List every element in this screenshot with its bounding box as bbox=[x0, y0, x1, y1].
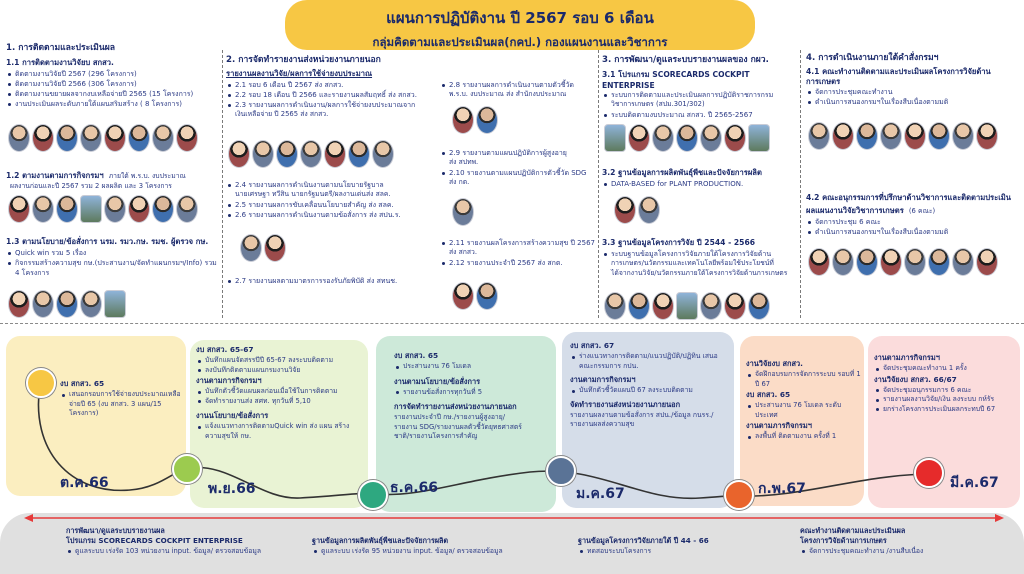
list-item: จัดการประชุมคณะทำงาน bbox=[806, 87, 1020, 97]
card-item: ยกร่างโครงการประเมินผลกระทบปี 67 bbox=[874, 405, 1014, 415]
page-subtitle: กลุ่มคิดตามและประเมินผล(กคป.) กองแผนงานและวิชาการ bbox=[372, 35, 668, 49]
staff-photo bbox=[856, 248, 878, 276]
card-title: งานตามการกิจกรมฯ bbox=[570, 375, 636, 384]
staff-photo bbox=[700, 292, 722, 320]
staff-photo bbox=[32, 124, 54, 152]
ongoing-title: คณะทำงานติดตามและประเมินผล bbox=[800, 526, 906, 535]
staff-photo bbox=[348, 140, 370, 168]
card-item: รายงานผลงานวิจัย/เงิน ลงระบบ กห์รัร bbox=[874, 395, 1014, 405]
section-monitoring bbox=[6, 40, 218, 109]
card-item: แจ้งแนวทางการติดตามQuick win ส่ง แผน สร้างความสุขให้ กษ. bbox=[196, 422, 364, 441]
list-item: 2.11 รายงานผลโครงการสร้างความสุข ปี 2567 bbox=[440, 238, 600, 248]
list-item-cont: นายเศรษฐา ทวีสิน นายกรัฐมนตรี/ผลงานเด่นส่ง สลค. bbox=[235, 190, 391, 198]
list-item-cont: วิชาการเกษตร (สปม.301/302) bbox=[611, 100, 705, 108]
photo-strip bbox=[8, 290, 126, 318]
ongoing-title: ฐานข้อมูลโครงการวิจัยภายใต้ ปี 44 - 66 bbox=[578, 536, 709, 545]
card-title: งบ สกสว. 65-67 bbox=[196, 345, 254, 354]
timeline-node-dec bbox=[358, 480, 388, 510]
reports-group-d bbox=[440, 80, 600, 100]
timeline-curve bbox=[0, 330, 1024, 520]
staff-photo bbox=[104, 195, 126, 223]
staff-photo bbox=[880, 122, 902, 150]
ongoing-item-cockpit bbox=[66, 526, 326, 556]
staff-photo bbox=[80, 124, 102, 152]
list-item-cont: ส่ง สปทพ. bbox=[449, 158, 479, 166]
list-item: 2.2 รอบ 18 เดือน ปี 2566 และรายงานผลสัมฤทธิ์ ส่ง สกสว. bbox=[226, 90, 442, 100]
staff-photo bbox=[128, 124, 150, 152]
staff-photo bbox=[300, 140, 322, 168]
card-item: จัดทำรายงานส่ง สศท. ทุกวันที่ 5,10 bbox=[196, 397, 364, 407]
staff-photo bbox=[652, 292, 674, 320]
column-divider bbox=[800, 50, 801, 318]
staff-photo bbox=[324, 140, 346, 168]
reports-group-e bbox=[440, 148, 600, 187]
card-line: รายงานผลส่งความสุข bbox=[570, 420, 635, 428]
staff-photo bbox=[176, 124, 198, 152]
reports-group-c bbox=[226, 276, 442, 286]
staff-photo bbox=[724, 292, 746, 320]
subsection-title: 3.3 ฐานข้อมูลโครงการวิจัย ปี 2544 - 2566 bbox=[602, 238, 756, 247]
staff-photo bbox=[748, 292, 770, 320]
staff-photo bbox=[952, 122, 974, 150]
list-item: 2.7 รายงานผลตามมาตรการรองรับภัยพิบัติ ส่ง สทนช. bbox=[226, 276, 442, 286]
staff-photo bbox=[32, 290, 54, 318]
ongoing-subtitle: โปรแกรม SCORECARDS COCKPIT ENTERPRISE bbox=[66, 536, 243, 545]
card-title: งานตามการกิจกรมฯ bbox=[196, 376, 262, 385]
month-label: มี.ค.67 bbox=[950, 475, 999, 491]
staff-photo bbox=[832, 122, 854, 150]
staff-photo bbox=[452, 106, 474, 134]
photo-strip bbox=[604, 292, 770, 320]
timeline-node-mar bbox=[914, 458, 944, 488]
list-item: ติดตามงานขยายผลจากงบเหลือจ่ายปี 2565 (15 โครงการ) bbox=[6, 89, 218, 99]
section-title: 4. การดำเนินงานภายใต้คำสั่งกรมฯ bbox=[806, 53, 939, 63]
card-item: จัดฝึกอบรมการจัดการระบบ รอบที่ 1 ปี 67 bbox=[746, 370, 862, 389]
staff-photo bbox=[452, 198, 474, 226]
staff-photo bbox=[372, 140, 394, 168]
card-title: จัดทำรายงานส่งหน่วยงานภายนอก bbox=[570, 399, 681, 409]
list-item: 2.8 รายงานผลการดำเนินงานตามตัวชี้วัด bbox=[440, 80, 600, 90]
section-committees bbox=[806, 50, 1020, 107]
list-item: ดำเนินการสนองกรมฯในเรื่องสืบเนื่องตามมติ bbox=[806, 97, 1020, 107]
ongoing-item-researchdb bbox=[578, 536, 778, 556]
photo-strip bbox=[452, 106, 498, 134]
subsection-policy bbox=[6, 236, 221, 278]
staff-photo bbox=[928, 122, 950, 150]
card-item: รายงานข้อสั่งการทุกวันที่ 5 bbox=[394, 388, 554, 398]
subsection-text: ผลงานก่อนและปี 2567 รวม 2 ผลผลิต และ 3 โครงการ bbox=[10, 182, 172, 190]
staff-photo bbox=[104, 124, 126, 152]
staff-photo bbox=[856, 122, 878, 150]
staff-photo bbox=[614, 196, 636, 224]
card-title: งานวิจัยงบ สกสว. bbox=[746, 359, 803, 368]
timeline-node-jan bbox=[546, 456, 576, 486]
card-item: บันทึกตัวชี้วัดแผนผลก่อนเมื่อใช้ในการติดตาม bbox=[196, 387, 364, 397]
card-item: บันทึกตัวชี้วัดแผนปี 67 ลงระบบติดตาม bbox=[570, 386, 730, 396]
staff-photo bbox=[700, 124, 722, 152]
staff-photo bbox=[638, 196, 660, 224]
list-item: 2.5 รายงานผลการขับเคลื่อนนโยบายสำคัญ ส่ง สลค. bbox=[226, 200, 442, 210]
staff-photo bbox=[152, 124, 174, 152]
staff-photo bbox=[152, 195, 174, 223]
staff-photo bbox=[8, 290, 30, 318]
subsection-title: 4.1 คณะทำงานติดตามและประเมินผลโครงการวิจัยด้านการเกษตร bbox=[806, 67, 991, 86]
staff-photo bbox=[80, 290, 102, 318]
ongoing-bullet: ดูแลระบบ เร่งรัด 103 หน่วยงาน input. ข้อมูล/ ตรวจสอบข้อมูล bbox=[66, 546, 326, 556]
column-divider bbox=[598, 50, 599, 318]
list-item: ดำเนินการสนองกรมฯในเรื่องสืบเนื่องตามมติ bbox=[806, 227, 1020, 237]
card-item: จัดประชุมคณะทำงาน 1 ครั้ง bbox=[874, 364, 1014, 374]
staff-photo bbox=[628, 124, 650, 152]
card-item: ลงพื้นที่ ติดตามงาน ครั้งที่ 1 bbox=[746, 432, 862, 442]
photo-strip bbox=[808, 248, 1022, 276]
staff-photo bbox=[128, 195, 150, 223]
staff-photo bbox=[628, 292, 650, 320]
card-title: งานนโยบาย/ข้อสั่งการ bbox=[196, 411, 269, 420]
staff-photo bbox=[676, 292, 698, 320]
ongoing-item-committee bbox=[800, 526, 1010, 556]
card-title: งบ สกสว. 65 bbox=[746, 390, 791, 399]
card-title: งานวิจัยงบ สกสว. 66/67 bbox=[874, 374, 957, 384]
card-line: รายงานผลงานตามข้อสั่งการ สปน./ข้อมูล กนรร./ bbox=[570, 410, 714, 419]
list-item-cont: ได้จากงานวิจัย/นวัตกรรมภายใต้โครงการวิจัยด้านการเกษตร bbox=[611, 268, 788, 277]
staff-photo bbox=[976, 248, 998, 276]
card-item: จัดประชุมอนุกรรมการ 6 คณะ bbox=[874, 386, 1014, 396]
staff-photo bbox=[676, 124, 698, 152]
reports-group-f bbox=[440, 238, 600, 268]
list-item: ติดตามงานวิจัยปี 2567 (296 โครงการ) bbox=[6, 69, 218, 79]
list-item: 2.4 รายงานผลการดำเนินงานตามนโยบายรัฐบาล bbox=[226, 180, 442, 190]
card-line: รายงาน SDG/รายงานผลตัวชี้วัดยุทธศาสตร์ bbox=[394, 422, 522, 431]
subsection-title: 3.1 โปรแกรม SCORECARDS COCKPIT ENTERPRISE bbox=[602, 70, 750, 90]
photo-strip bbox=[8, 195, 198, 223]
staff-photo bbox=[240, 234, 262, 262]
duration-arrow bbox=[24, 512, 1004, 524]
photo-strip bbox=[614, 196, 660, 224]
ongoing-item-plantdb bbox=[312, 536, 552, 556]
list-item: จัดการประชุม 6 คณะ bbox=[806, 217, 1020, 227]
list-item-cont: ส่ง สกสว. bbox=[449, 248, 478, 256]
list-item: 2.9 รายงานตามแผนปฏิบัติการผู้สูงอายุ bbox=[440, 148, 600, 158]
subsection-mission bbox=[6, 163, 218, 192]
staff-photo bbox=[604, 124, 626, 152]
page-title: แผนการปฏิบัติงาน ปี 2567 รอบ 6 เดือน bbox=[386, 9, 654, 27]
card-item: บันทึกแผนจัดสรรปีปี 65-67 ลงระบบติดตาม bbox=[196, 356, 364, 366]
column-divider bbox=[222, 50, 223, 318]
photo-strip bbox=[240, 234, 286, 262]
staff-photo bbox=[476, 282, 498, 310]
photo-strip bbox=[452, 282, 498, 310]
list-item: งานประเมินผลระดับภายใต้แผนสริมสร้าง ( 8 โครงการ) bbox=[6, 99, 218, 109]
card-item: ร่างแนวทางการติดตาม/แนวปฏิบัติ/ปฏิทิน เสนอ คณะกรรมการ กปน. bbox=[570, 352, 730, 371]
month-label: พ.ย.66 bbox=[208, 481, 256, 497]
list-item: กิจกรรมสร้างความสุข กษ.(ประสานงาน/จัดทำแผนกรมฯ/Info) รวม 4 โครงการ bbox=[6, 258, 221, 278]
staff-photo bbox=[252, 140, 274, 168]
section-reports bbox=[226, 52, 442, 120]
subsection-title: 1.3 ตามนโยบาย/ข้อสั่งการ นรม. รมว.กษ. รมช. ผู้ตรวจ กษ. bbox=[6, 237, 209, 246]
staff-photo bbox=[880, 248, 902, 276]
section-title: 2. การจัดทำรายงานส่งหน่วยงานภายนอก bbox=[226, 55, 381, 65]
staff-photo bbox=[8, 124, 30, 152]
subsection-title: รายงานผลงานวิจัย/ผลการใช้จ่ายงบประมาณ bbox=[226, 69, 373, 78]
list-item-cont: ส่ง กต. bbox=[449, 177, 470, 186]
timeline-node-oct bbox=[26, 368, 56, 398]
timeline-node-feb bbox=[724, 480, 754, 510]
subsection-title: 1.1 การติดตามงานวิจัยบ สกสว. bbox=[6, 58, 114, 67]
list-item: 2.3 รายงานผลการดำเนินงาน/ผลการใช้จ่ายงบประมาณจาก bbox=[226, 100, 442, 110]
subsection-text: ภายใต้ พ.ร.บ. งบประมาณ bbox=[108, 172, 186, 180]
list-item: ระบบการติดตามและประเมินผลการปฏิบัติราชการกรม bbox=[602, 90, 798, 100]
subsection-note: (6 คณะ) bbox=[908, 207, 936, 215]
subsection-researchdb bbox=[602, 237, 798, 278]
list-item: 2.12 รายงานประจำปี 2567 ส่ง สกต. bbox=[440, 258, 600, 268]
card-line: ชาติ/รายงานโครงการสำคัญ bbox=[394, 432, 478, 440]
card-title: งบ สกสว. 67 bbox=[570, 341, 615, 350]
card-item: ลงบันทึกติดตามแผนกรมงานวิจัย bbox=[196, 366, 364, 376]
ongoing-title: ฐานข้อมูลการผลิตพันธุ์พืชและปัจจัยการผลิต bbox=[312, 536, 449, 545]
staff-photo bbox=[808, 248, 830, 276]
ongoing-bullet: จัดการประชุมคณะทำงาน /งานสืบเนื่อง bbox=[800, 546, 1010, 556]
staff-photo bbox=[32, 195, 54, 223]
card-item: ประสานงาน 76 โมเดล bbox=[394, 362, 554, 372]
photo-strip bbox=[604, 124, 770, 152]
photo-strip bbox=[8, 124, 198, 152]
staff-photo bbox=[976, 122, 998, 150]
ongoing-bullet: ดูแลระบบ เร่งรัด 95 หน่วยงาน input. ข้อมูล/ ตรวจสอบข้อมูล bbox=[312, 546, 552, 556]
subsection-subcommittee bbox=[806, 190, 1020, 237]
staff-photo bbox=[604, 292, 626, 320]
list-item: 2.6 รายงานผลการดำเนินงานตามข้อสั่งการ ส่ง สปน.ร. bbox=[226, 210, 442, 220]
staff-photo bbox=[56, 290, 78, 318]
subsection-title: 4.2 คณะอนุกรรมการที่ปรึกษาด้านวิชาการและติดตามประเมินผลแผนงานวิจัยวิชาการเกษตร bbox=[806, 193, 1011, 215]
staff-photo bbox=[228, 140, 250, 168]
staff-photo bbox=[928, 248, 950, 276]
staff-photo bbox=[652, 124, 674, 152]
staff-photo bbox=[832, 248, 854, 276]
staff-photo bbox=[452, 282, 474, 310]
month-label: ธ.ค.66 bbox=[390, 480, 439, 496]
list-item-cont: การเกษตร/นวัตกรรมและเทคโนโลยีพร้อมใช้ประโยชน์ที่ bbox=[611, 259, 774, 267]
card-line: รายงานประจำปี กษ./รายงานผู้สูงอายุ/ bbox=[394, 413, 506, 421]
staff-photo bbox=[952, 248, 974, 276]
month-label: ม.ค.67 bbox=[576, 486, 625, 502]
staff-photo bbox=[276, 140, 298, 168]
card-title: งบ สกสว. 65 bbox=[394, 351, 439, 360]
ongoing-title: การพัฒนา/ดูแลระบบรายงานผล bbox=[66, 526, 165, 535]
staff-photo bbox=[56, 124, 78, 152]
list-item: ระบบฐานข้อมูลโครงการวิจัยภายใต้โครงการวิจัยด้าน bbox=[602, 249, 798, 259]
staff-photo bbox=[56, 195, 78, 223]
section-title: 3. การพัฒนา/ดูแลระบบรายงานผลของ กผว. bbox=[602, 55, 769, 65]
card-item: เสนอกรอบการใช้จ่ายงบประมาณเหลือจ่ายปี 65 (งบ สกสว. 3 แผน/15 โครงการ) bbox=[60, 390, 182, 419]
list-item: Quick win รวม 5 เรื่อง bbox=[6, 248, 221, 258]
month-label: ก.พ.67 bbox=[758, 481, 806, 497]
ongoing-subtitle: โครงการวิจัยด้านการเกษตร bbox=[800, 536, 887, 545]
list-item: 2.1 รอบ 6 เดือน ปี 2567 ส่ง สกสว. bbox=[226, 80, 442, 90]
reports-group-b bbox=[226, 180, 442, 220]
list-item: 2.10 รายงานตามแผนปฏิบัติการตัวชี้วัด SDG bbox=[440, 168, 600, 178]
list-item: DATA-BASED for PLANT PRODUCTION. bbox=[602, 179, 798, 189]
staff-photo bbox=[104, 290, 126, 318]
section-divider bbox=[0, 323, 1024, 324]
list-item: ระบบติดตามงบประมาณ สกสว. ปี 2565-2567 bbox=[602, 110, 798, 120]
photo-strip bbox=[228, 140, 394, 168]
list-item-cont: พ.ร.บ. งบประมาณ ส่ง สำนักงบประมาณ bbox=[449, 90, 567, 98]
staff-photo bbox=[80, 195, 102, 223]
staff-photo bbox=[904, 248, 926, 276]
card-title: งานตามภารกิจกรมฯ bbox=[746, 421, 812, 430]
timeline-node-nov bbox=[172, 454, 202, 484]
card-title: งานตามนโยบาย/ข้อสั่งการ bbox=[394, 376, 481, 386]
staff-photo bbox=[808, 122, 830, 150]
card-title: การจัดทำรายงานส่งหน่วยงานภายนอก bbox=[394, 402, 517, 411]
staff-photo bbox=[264, 234, 286, 262]
list-item: ติดตามงานวิจัยปี 2566 (306 โครงการ) bbox=[6, 79, 218, 89]
staff-photo bbox=[904, 122, 926, 150]
card-item: ประสานงาน 76 โมเดล ระดับประเทศ bbox=[746, 401, 862, 420]
list-item-cont: เงินเหลือจ่าย ปี 2565 ส่ง สกสว. bbox=[235, 110, 329, 118]
staff-photo bbox=[748, 124, 770, 152]
photo-strip bbox=[452, 198, 474, 226]
card-title: งานตามภารกิจกรมฯ bbox=[874, 353, 940, 362]
photo-strip bbox=[808, 122, 1022, 150]
staff-photo bbox=[724, 124, 746, 152]
section-systems bbox=[602, 52, 798, 120]
staff-photo bbox=[8, 195, 30, 223]
subsection-plantdb bbox=[602, 167, 798, 189]
ongoing-bullet: ทดสอบระบบโครงการ bbox=[578, 546, 778, 556]
header-banner bbox=[285, 0, 755, 50]
month-label: ต.ค.66 bbox=[60, 475, 109, 491]
section-title: 1. การติดตามและประเมินผล bbox=[6, 43, 115, 53]
card-title: งบ สกสว. 65 bbox=[60, 379, 105, 388]
subsection-title: 1.2 ตามงานตามการกิจกรมฯ bbox=[6, 171, 104, 180]
staff-photo bbox=[476, 106, 498, 134]
subsection-title: 3.2 ฐานข้อมูลการผลิตพันธุ์พืชและปัจจัยการผลิต bbox=[602, 168, 762, 177]
staff-photo bbox=[176, 195, 198, 223]
